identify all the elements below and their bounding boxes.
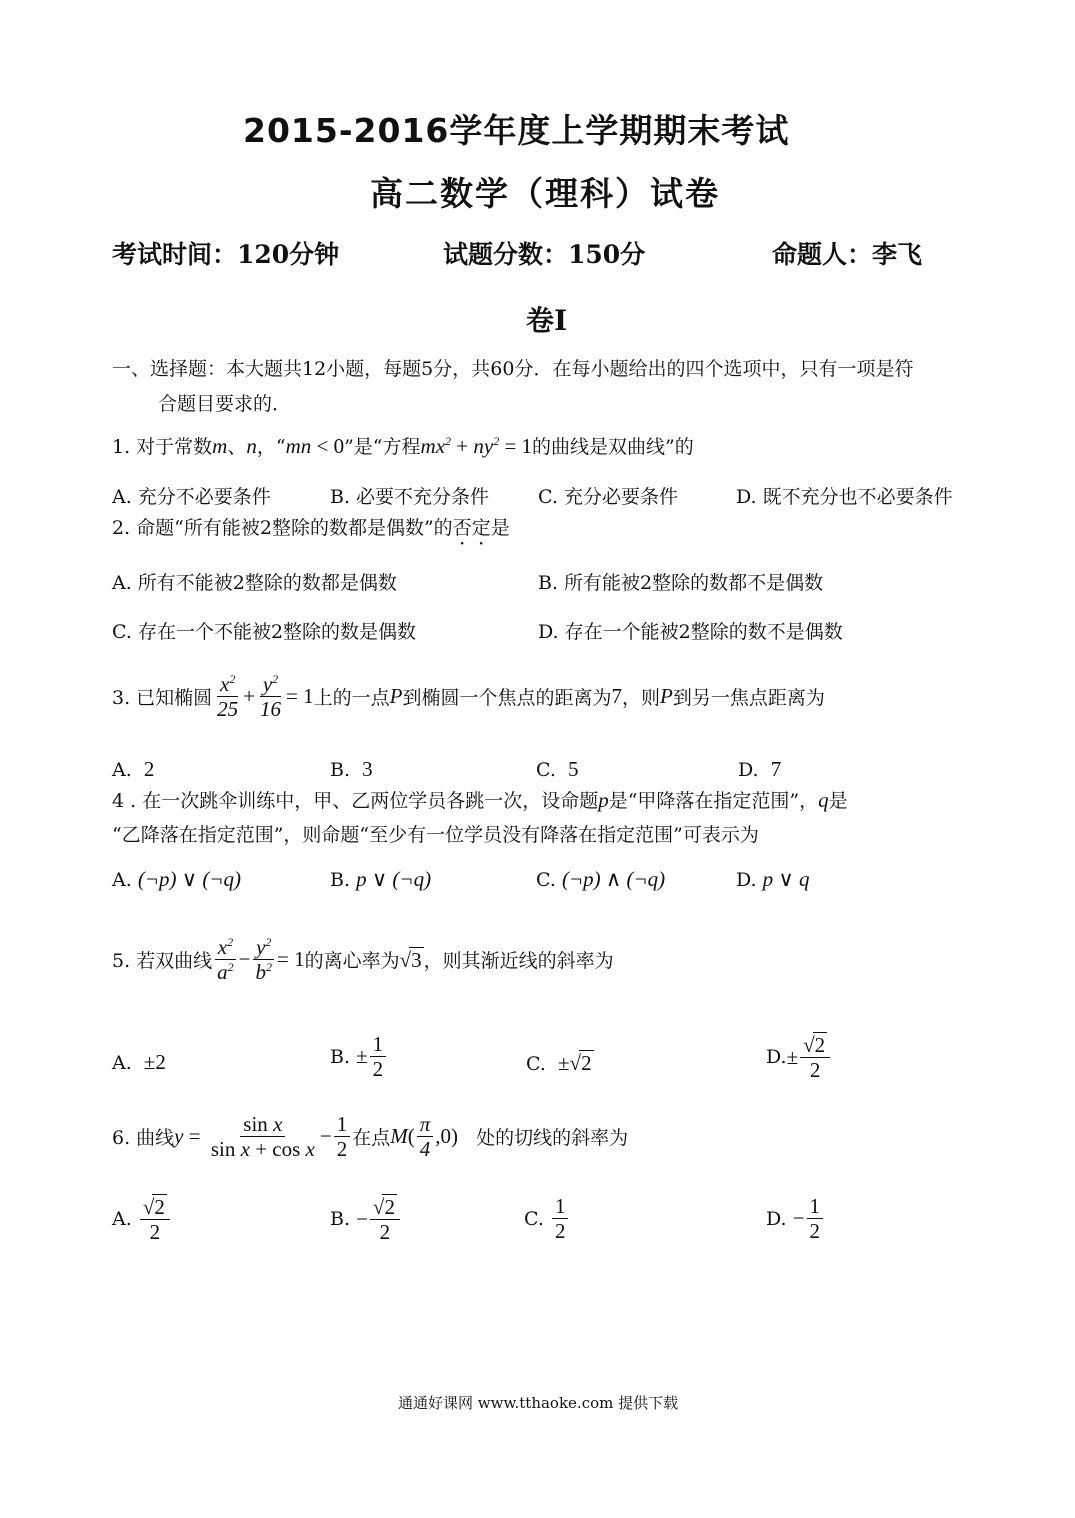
q3-mid1: 上的一点: [313, 687, 390, 710]
q3-mid2: 到椭圆一个焦点的距离为: [402, 687, 612, 710]
volume-heading: 卷Ⅰ: [526, 304, 568, 337]
q2-emph-2: 定: [471, 517, 491, 539]
question-4-line1: 4 . 在一次跳伞训练中，甲、乙两位学员各跳一次，设命题p是“甲降落在指定范围”，q是: [112, 788, 848, 812]
q6-mid: 在点: [352, 1127, 391, 1150]
q6-option-d: D. − $\frac{1}{2}$: [766, 1194, 825, 1243]
q6-option-c: C. $\frac{1}{2}$: [524, 1194, 570, 1243]
q1-option-d: D. 既不充分也不必要条件: [736, 486, 953, 508]
q5-option-d: D. ± $\frac{√2}{2}$: [766, 1032, 832, 1082]
q1-sep2: ，“: [256, 436, 286, 458]
q3-tail: 到另一焦点距离为: [672, 687, 825, 710]
q3-option-c: C. 5: [536, 757, 579, 781]
q1-var-m: m: [212, 434, 228, 458]
question-1: 1. 对于常数m、n，“mn < 0”是“方程$mx^2 + ny^2 = 1$的曲线是双曲线”的: [112, 434, 694, 458]
q2-option-a: A. 所有不能被2整除的数都是偶数: [112, 572, 397, 594]
q2-lead: 2. 命题“所有能被2整除的数都是偶数”的: [112, 517, 453, 539]
q2-option-c: C. 存在一个不能被2整除的数是偶数: [112, 621, 417, 643]
question-3: 3. 已知椭圆 $\frac{x^2}{25}$ + $\frac{y^2}{16}$ = 1 上的一点 P 到椭圆一个焦点的距离为 7 ，则 P 到另一焦点距离为: [112, 672, 825, 722]
q1-lead: 1. 对于常数: [112, 436, 213, 458]
question-6: 6. 曲线 y = $\frac{\text{sin x}}{\text{sin x + cos x}}$ − $\frac{1}{2}$ 在点 M ( $\frac{\pi}{4}$ ,0) 处的切线的斜率为: [112, 1112, 629, 1162]
q5-option-a: A. ±2: [112, 1050, 166, 1074]
q5-frac-y: $\frac{y^2}{b^2}$: [253, 935, 276, 984]
section-intro-cont: 合题目要求的．: [158, 393, 292, 415]
q6-tail: 处的切线的斜率为: [476, 1127, 629, 1150]
q5-mid: 的离心率为: [304, 950, 400, 973]
q3-option-a: A. 2: [112, 757, 155, 781]
q3-frac-x: $\frac{x^2}{25}$: [217, 672, 239, 722]
q1-var-n: n: [246, 434, 257, 458]
exam-time: 考试时间：120分钟: [112, 240, 340, 269]
exam-author: 命题人：李飞: [772, 240, 923, 269]
q2-option-b: B. 所有能被2整除的数都不是偶数: [538, 572, 824, 594]
q3-frac-y: $\frac{y^2}{16}$: [260, 672, 282, 722]
q3-option-d: D. 7: [738, 757, 782, 781]
question-4-line2: “乙降落在指定范围”，则命题“至少有一位学员没有降落在指定范围”可表示为: [112, 824, 759, 846]
q1-mid: ”是“方程: [344, 436, 421, 458]
q1-option-a: A. 充分不必要条件: [112, 486, 271, 508]
exam-score: 试题分数：150分: [443, 240, 646, 269]
exam-subtitle: 高二数学（理科）试卷: [370, 174, 720, 213]
q2-emph-1: 否: [452, 517, 472, 539]
q5-tail: ，则其渐近线的斜率为: [423, 950, 614, 973]
q4-option-b: B. p ∨ (¬q): [330, 867, 432, 891]
q1-tail: 的曲线是双曲线”的: [532, 436, 694, 458]
q5-option-b: B. ± $\frac{1}{2}$: [330, 1032, 388, 1081]
q1-sep1: 、: [227, 436, 247, 458]
q3-option-b: B. 3: [330, 757, 373, 781]
question-2: [112, 513, 510, 540]
q6-frac-main: $\frac{\text{sin x}}{\text{sin x + cos x}}$: [210, 1112, 315, 1162]
question-5: 5. 若双曲线 $\frac{x^2}{a^2}$ − $\frac{y^2}{b^2}$ = 1 的离心率为 √3 ，则其渐近线的斜率为: [112, 935, 614, 985]
q6-option-b: B. − $\frac{√2}{2}$: [330, 1194, 402, 1244]
q3-lead: 3. 已知椭圆: [112, 687, 213, 710]
q4-option-c: C. (¬p) ∧ (¬q): [536, 867, 666, 891]
q1-equation: $mx^2$: [420, 434, 452, 458]
q5-lead: 5. 若双曲线: [112, 950, 213, 973]
q5-option-c: C. ±√2: [526, 1051, 592, 1075]
q1-option-c: C. 充分必要条件: [538, 486, 678, 508]
q3-mid3: ，则: [621, 687, 660, 710]
q2-option-d: D. 存在一个能被2整除的数不是偶数: [538, 621, 843, 643]
q6-option-a: A. $\frac{√2}{2}$: [112, 1194, 172, 1244]
page-footer: 通通好课网 www.tthaoke.com 提供下载: [398, 1394, 679, 1412]
section-intro: 一、选择题：本大题共12小题，每题5分，共60分．在每小题给出的四个选项中，只有一项是符: [112, 358, 914, 380]
q5-frac-x: $\frac{x^2}{a^2}$: [214, 935, 237, 984]
q6-lead: 6. 曲线: [112, 1127, 175, 1150]
q4-option-d: D. p ∨ q: [736, 867, 810, 891]
q2-tail: 是: [490, 517, 510, 539]
exam-title: 2015-2016学年度上学期期末考试: [243, 111, 790, 150]
q1-condition: mn: [285, 434, 312, 458]
q4-option-a: A. (¬p) ∨ (¬q): [112, 867, 241, 891]
q1-option-b: B. 必要不充分条件: [330, 486, 490, 508]
